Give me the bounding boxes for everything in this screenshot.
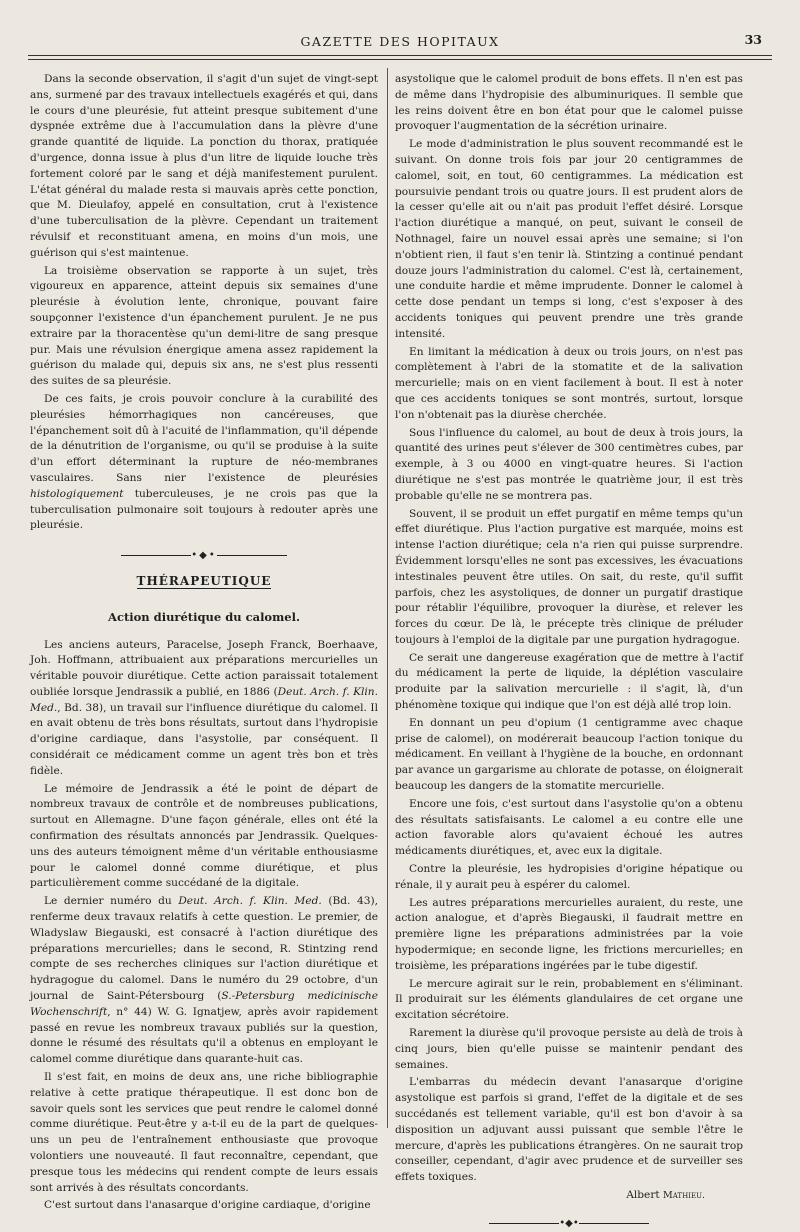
- paragraph: Contre la pleurésie, les hydropisies d'origine hépatique ou rénale, il y aurait peu à espérer du calomel.: [395, 863, 743, 891]
- paragraph: L'embarras du médecin devant l'anasarque d'origine asystolique est parfois si grand, l'effet de la digitale et de ses succédanés est tellement variable, qu'il est bon d'avoir à sa disposition un adjuvant aussi puissant que semble l'être le mercure, d'après les publications étrangères. On ne saurait trop conseiller, cependant, d'agir avec prudence et de surveiller ses effets toxiques.: [395, 1076, 743, 1184]
- paragraph: asystolique que le calomel produit de bons effets. Il n'en est pas de même dans l'hydropisie des albuminuriques. Il semble que les reins doivent être en bon état pour que le calomel puisse provoquer l'augmentation de la sécrétion urinaire.: [395, 73, 743, 133]
- author-last-name: Mathieu.: [663, 1189, 705, 1201]
- header-rule: [28, 55, 772, 56]
- column-divider: [387, 68, 388, 1128]
- paragraph: En donnant un peu d'opium (1 centigramme avec chaque prise de calomel), on modérerait beaucoup l'action tonique du médicament. En veillant à l'hygiène de la bouche, en ordonnant par avance un gargarisme au chlorate de potasse, on éloignerait beaucoup les dangers de la stomatite mercurielle.: [395, 716, 743, 793]
- text-run: (Bd. 43), renferme deux travaux relatifs à cette question. Le premier, de Wladyslaw Biegauski, est consacré à l'action diurétique des préparations mercurielles; dans le second, R. Stintzing rend compte de ses recherches cliniques sur l'action diurétique et hydragogue du calomel. Dans le numéro du 29 octobre, d'un journal de Saint-Pétersbourg (: [30, 895, 378, 1003]
- paragraph: En limitant la médication à deux ou trois jours, on n'est pas complètement à l'abri de la stomatite et de la salivation mercurielle; mais on en vient facilement à bout. Il est à noter que ces accidents toniques se sont montrés, surtout, lorsque l'on n'obtenait pas la diurèse cherchée.: [395, 345, 743, 421]
- paragraph: Les autres préparations mercurielles auraient, du reste, une action analogue, et d'après Biegauski, il faudrait mettre en première ligne les préparations administrées par la voie hypodermique; en seconde ligne, les frictions mercurielles; en troisième, les préparations ingérées par le tube digestif.: [395, 896, 743, 972]
- paragraph: Souvent, il se produit un effet purgatif en même temps qu'un effet diurétique. Plus l'action purgative est marquée, moins est intense l'action diurétique; cela n'a rien qui puisse surprendre. Évidemment lorsqu'elles ne sont pas excessives, les évacuations intestinales peuvent être utiles. On sait, du reste, qu'il suffit parfois, chez les asystoliques, de donner un purgatif drastique pour rétablir l'équilibre, provoquer la diurèse, et relever les forces du cœur. De là, le précepte très clinique de préluder toujours à l'emploi de la digitale par une purgation hydragogue.: [395, 507, 743, 646]
- italic-term: histologiquement: [30, 487, 124, 500]
- italic-citation: Deut. Arch. f. Klin. Med.: [178, 895, 322, 908]
- paragraph: Le mémoire de Jendrassik a été le point de départ de nombreux travaux de contrôle et de nombreuses publications, surtout en Allemagne. D'une façon générale, elles ont été la confirmation des résultats annoncés par Jendrassik. Quelques-uns des auteurs témoignent même d'un véritable enthousiasme pour le calomel donné comme diurétique, et plus particulièrement comme succédané de la digitale.: [30, 782, 378, 890]
- text-run: Les anciens auteurs, Paracelse, Joseph Franck, Boerhaave, Joh. Hoffmann, attribuaient aux préparations mercurielles un véritable pouvoir diurétique. Cette action paraissait totalement oubliée lorsque Jendrassik a publié, en 1886 (: [30, 638, 378, 698]
- right-column: [395, 72, 743, 1232]
- paragraph: Il s'est fait, en moins de deux ans, une riche bibliographie relative à cette pratique thérapeutique. Il est donc bon de savoir quels sont les services que peut rendre le calomel donné comme diurétique. Peut-être y a-t-il eu de la part de quelques-uns un peu de l'entraînement enthousiaste que provoque volontiers une nouveauté. Il faut reconnaître, cependant, que presque tous les médecins qui rendent compte de leurs essais sont arrivés à des résultats concordants.: [30, 1071, 378, 1194]
- text-run: Le dernier numéro du: [44, 895, 179, 908]
- italic-citation: S.-Petersburg medicinische Wochenschrift: [30, 990, 379, 1018]
- author-signature: [395, 1188, 705, 1204]
- paragraph: La troisième observation se rapporte à un sujet, très vigoureux en apparence, atteint depuis six semaines d'une pleurésie à évolution lente, chronique, pouvant faire soupçonner l'existence d'un épanchement purulent. Je ne pus extraire par la thoracentèse qu'un demi-litre de sang presque pur. Mais une révulsion énergique amena assez rapidement la guérison du malade qui, depuis six ans, ne s'est plus ressenti des suites de sa pleurésie.: [30, 264, 378, 388]
- italic-citation: Deut. Arch. f. Klin. Med.: [30, 685, 378, 714]
- author-first-name: Albert: [626, 1188, 660, 1201]
- running-title: GAZETTE DES HOPITAUX: [300, 34, 500, 49]
- left-column: [30, 72, 378, 1216]
- paragraph: Le mode d'administration le plus souvent recommandé est le suivant. On donne trois fois par jour 20 centigrammes de calomel, soit, en tout, 60 centigrammes. La médication est poursuivie pendant trois ou quatre jours. Il est prudent alors de la cesser qu'elle ait ou n'ait pas produit l'effet désiré. Lorsque l'action diurétique a manqué, on peut, suivant le conseil de Nothnagel, faire un nouvel essai après une semaine; si l'on n'obtient rien, il faut s'en tenir là. Stintzing a continué pendant douze jours l'administration du calomel. C'est là, certainement, une conduite hardie et même imprudente. Donner le calomel à cette dose pendant un temps si long, c'est s'exposer à des accidents toniques qui peuvent prendre une très grande intensité.: [395, 138, 743, 340]
- page-number: 33: [744, 32, 762, 47]
- paragraph: [30, 392, 378, 534]
- section-title: [30, 574, 378, 592]
- paragraph: Rarement la diurèse qu'il provoque persiste au delà de trois à cinq jours, bien qu'elle puisse se maintenir pendant des semaines.: [395, 1027, 743, 1071]
- paragraph: [30, 638, 378, 780]
- paragraph: Ce serait une dangereuse exagération que de mettre à l'actif du médicament la perte de liquide, la déplétion vasculaire produite par la salivation mercurielle : il s'agit, là, d'un phénomène toxique qui indique que l'on est déjà allé trop loin.: [395, 651, 743, 712]
- paragraph: Dans la seconde observation, il s'agit d'un sujet de vingt-sept ans, surmené par des travaux intellectuels exagérés et qui, dans le cours d'une pleurésie, fut atteint presque subitement d'une dyspnée extrême due à l'accumulation dans la plèvre d'une grande quantité de liquide. La ponction du thorax, pratiquée d'urgence, donna issue à plus d'un litre de liquide louche très fortement coloré par le sang et déjà manifestement purulent. L'état général du malade resta si mauvais après cette ponction, que M. Dieulafoy, appelé en consultation, crut à l'existence d'une tuberculisation de la plèvre. Cependant un traitement révulsif et reconstituant amena, en moins d'un mois, une guérison qui s'est maintenue.: [30, 73, 378, 259]
- text-run: , Bd. 38), un travail sur l'influence diurétique du calomel. Il en avait obtenu de très bons résultats, surtout dans l'hydropisie d'origine cardiaque, dans l'asystolie, par conséquent. Il considérait ce médicament comme un agent très bon et très fidèle.: [30, 701, 378, 777]
- text-run: , n° 44) W. G. Ignatjew, après avoir rapidement passé en revue les nombreux travaux publiés sur la question, donne le résumé des résultats qu'il a obtenus en employant le calomel comme diurétique dans quarante-huit cas.: [30, 1005, 378, 1066]
- header-rule-double: [28, 59, 772, 60]
- article-title: Action diurétique du calomel.: [108, 609, 300, 624]
- paragraph: C'est surtout dans l'anasarque d'origine cardiaque, d'origine: [44, 1199, 371, 1212]
- section-title-text: THÉRAPEUTIQUE: [136, 573, 272, 588]
- paragraph: Encore une fois, c'est surtout dans l'asystolie qu'on a obtenu des résultats satisfaisants. Le calomel a eu contre elle une action favorable alors qu'avaient échoué les autres médicaments diurétiques, et, avec eux la digitale.: [395, 797, 743, 858]
- text-run: De ces faits, je crois pouvoir conclure à la curabilité des pleurésies hémorrhagiques non cancéreuses, que l'épanchement soit dû à l'acuité de l'inflammation, qu'il dépende de la dénutrition de l'organisme, ou qu'il se produise à la suite d'un effort déterminant la rupture de néo-membranes vasculaires. Sans nier l'existence de pleurésies: [30, 392, 378, 484]
- end-ornament: •◆•: [395, 1216, 743, 1232]
- paragraph: Sous l'influence du calomel, au bout de deux à trois jours, la quantité des urines peut s'élever de 300 centimètres cubes, par exemple, à 3 ou 4000 en vingt-quatre heures. Si l'action diurétique ne s'est pas montrée le quatrième jour, il est très probable qu'elle ne se montrera pas.: [395, 426, 743, 502]
- text-run: tuberculeuses, je ne crois pas que la tuberculisation pulmonaire soit toujours à redouter après une pleurésie.: [30, 487, 378, 532]
- paragraph: [30, 894, 378, 1068]
- paragraph: Le mercure agirait sur le rein, probablement en s'éliminant. Il produirait sur les éléments glandulaires de cet organe une excitation sécrétoire.: [395, 977, 743, 1022]
- section-ornament: •◆•: [30, 548, 378, 564]
